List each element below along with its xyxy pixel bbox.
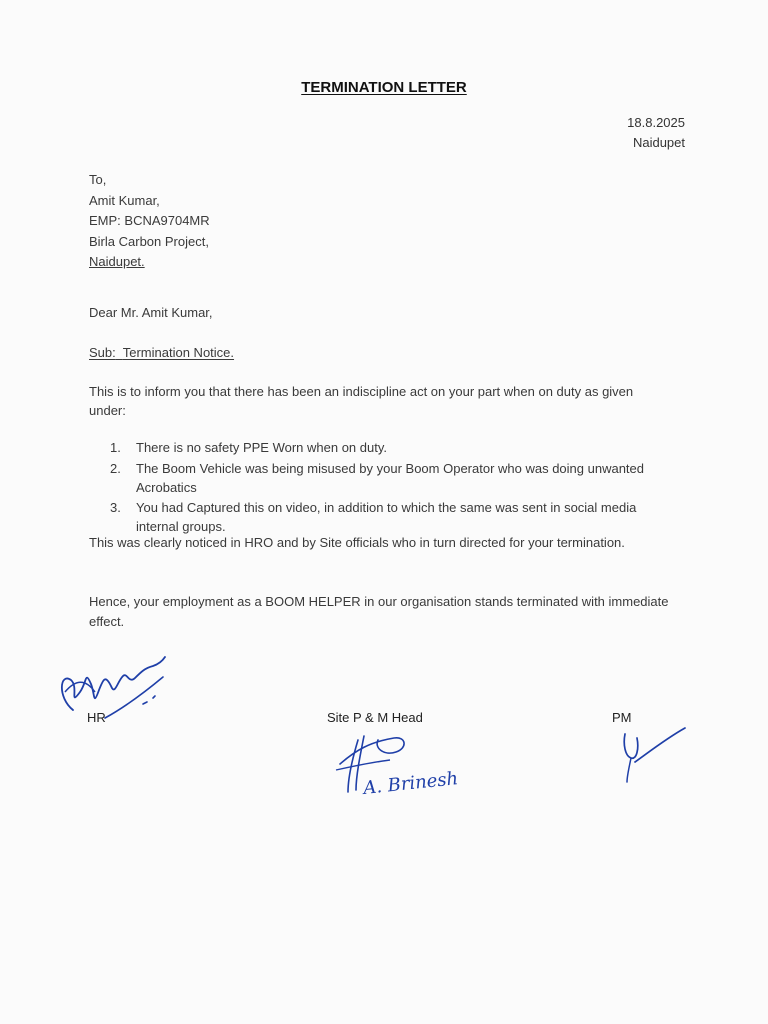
list-item-number: 1. bbox=[110, 440, 121, 455]
intro-paragraph: This is to inform you that there has been an indiscipline act on your part when on duty as given under: bbox=[89, 384, 634, 418]
hr-signature-icon bbox=[55, 652, 170, 722]
date-place-block bbox=[627, 113, 685, 153]
subject-prefix: Sub: bbox=[89, 345, 116, 360]
letter-place: Naidupet bbox=[632, 135, 685, 150]
subject-text: Termination Notice. bbox=[122, 345, 235, 360]
pm-label: PM bbox=[612, 710, 632, 725]
pm-signature-icon bbox=[615, 722, 695, 787]
recipient-project: Birla Carbon Project, bbox=[89, 233, 209, 249]
salutation: Dear Mr. Amit Kumar, bbox=[89, 305, 213, 320]
list-item-number: 2. bbox=[110, 460, 121, 476]
subject-line bbox=[89, 345, 234, 360]
list-item-text: The Boom Vehicle was being misused by your Boom Operator who was doing unwanted Acrobatics bbox=[136, 460, 645, 495]
conclusion-paragraph: Hence, your employment as a BOOM HELPER in our organisation stands terminated with immediate effect. bbox=[89, 594, 669, 629]
site-head-label: Site P & M Head bbox=[327, 710, 423, 725]
list-item bbox=[110, 459, 670, 497]
letter-date: 18.8.2025 bbox=[627, 115, 685, 130]
list-item-text: There is no safety PPE Worn when on duty. bbox=[136, 440, 387, 455]
recipient-address bbox=[89, 170, 210, 273]
list-item bbox=[110, 498, 670, 536]
reasons-list bbox=[110, 438, 670, 538]
recipient-name: Amit Kumar, bbox=[89, 192, 160, 208]
list-item bbox=[110, 438, 670, 457]
signature-handwritten-name: A. Brinesh bbox=[362, 768, 460, 799]
site-head-signature-icon bbox=[334, 730, 474, 802]
address-to: To, bbox=[89, 172, 107, 187]
letter-title: TERMINATION LETTER bbox=[301, 79, 467, 96]
recipient-city: Naidupet. bbox=[89, 254, 145, 269]
recipient-emp-id: EMP: BCNA9704MR bbox=[89, 213, 210, 228]
list-item-number: 3. bbox=[110, 500, 121, 515]
notice-paragraph: This was clearly noticed in HRO and by Site officials who in turn directed for your termination. bbox=[89, 535, 625, 550]
list-item-text: You had Captured this on video, in addition to which the same was sent in social media internal groups. bbox=[136, 500, 637, 534]
hr-label: HR bbox=[87, 710, 106, 725]
